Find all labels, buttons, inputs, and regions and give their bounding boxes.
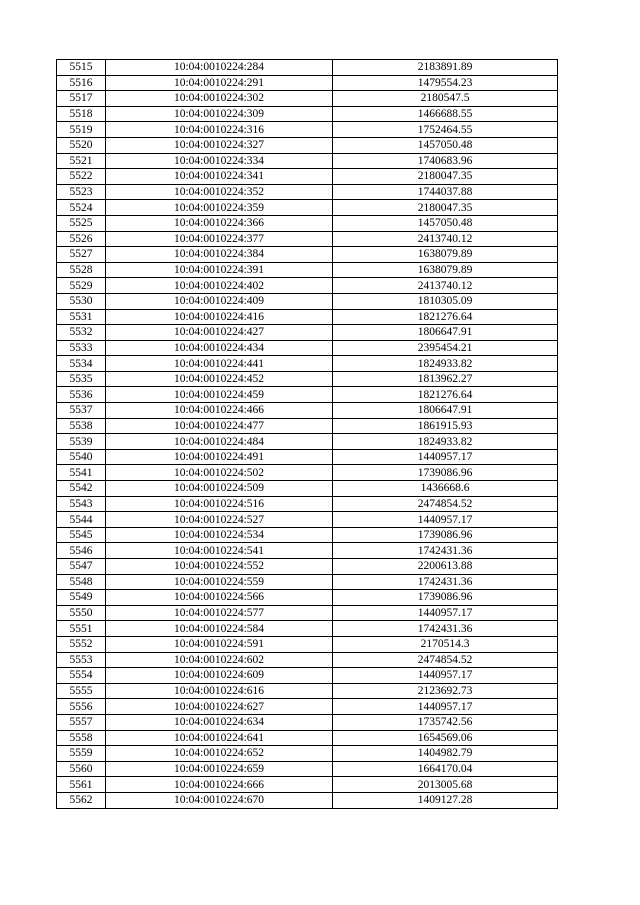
value-cell: 1479554.23 <box>333 75 558 91</box>
cadastral-number-cell: 10:04:0010224:434 <box>106 340 333 356</box>
table-row <box>57 356 558 372</box>
value-cell: 1740683.96 <box>333 153 558 169</box>
row-number-cell: 5559 <box>57 746 106 762</box>
row-number-cell: 5561 <box>57 777 106 793</box>
cadastral-number-cell: 10:04:0010224:366 <box>106 215 333 231</box>
row-number-cell: 5551 <box>57 621 106 637</box>
cadastral-number-cell: 10:04:0010224:484 <box>106 434 333 450</box>
table-row <box>57 153 558 169</box>
table-row <box>57 184 558 200</box>
value-cell: 1457050.48 <box>333 137 558 153</box>
table-row <box>57 621 558 637</box>
table-row <box>57 730 558 746</box>
cadastral-number-cell: 10:04:0010224:427 <box>106 325 333 341</box>
value-cell: 1457050.48 <box>333 215 558 231</box>
value-cell: 2180547.5 <box>333 91 558 107</box>
value-cell: 2123692.73 <box>333 683 558 699</box>
cadastral-number-cell: 10:04:0010224:409 <box>106 293 333 309</box>
table-row <box>57 590 558 606</box>
value-cell: 1742431.36 <box>333 574 558 590</box>
row-number-cell: 5533 <box>57 340 106 356</box>
row-number-cell: 5539 <box>57 434 106 450</box>
cadastral-number-cell: 10:04:0010224:516 <box>106 496 333 512</box>
value-cell: 1440957.17 <box>333 605 558 621</box>
cadastral-number-cell: 10:04:0010224:670 <box>106 792 333 808</box>
row-number-cell: 5521 <box>57 153 106 169</box>
table-row <box>57 605 558 621</box>
cadastral-number-cell: 10:04:0010224:509 <box>106 481 333 497</box>
table-row <box>57 231 558 247</box>
cadastral-number-cell: 10:04:0010224:341 <box>106 169 333 185</box>
value-cell: 1810305.09 <box>333 293 558 309</box>
row-number-cell: 5541 <box>57 465 106 481</box>
value-cell: 2013005.68 <box>333 777 558 793</box>
value-cell: 1821276.64 <box>333 309 558 325</box>
table-row <box>57 559 558 575</box>
value-cell: 2170514.3 <box>333 636 558 652</box>
table-row <box>57 340 558 356</box>
cadastral-number-cell: 10:04:0010224:527 <box>106 512 333 528</box>
cadastral-number-cell: 10:04:0010224:534 <box>106 527 333 543</box>
table-row <box>57 293 558 309</box>
table-row <box>57 75 558 91</box>
table-row <box>57 418 558 434</box>
value-cell: 2474854.52 <box>333 652 558 668</box>
row-number-cell: 5544 <box>57 512 106 528</box>
row-number-cell: 5516 <box>57 75 106 91</box>
value-cell: 1824933.82 <box>333 434 558 450</box>
row-number-cell: 5535 <box>57 371 106 387</box>
cadastral-number-cell: 10:04:0010224:602 <box>106 652 333 668</box>
row-number-cell: 5517 <box>57 91 106 107</box>
table-row <box>57 512 558 528</box>
table-row <box>57 262 558 278</box>
cadastral-number-cell: 10:04:0010224:352 <box>106 184 333 200</box>
cadastral-number-cell: 10:04:0010224:566 <box>106 590 333 606</box>
cadastral-number-cell: 10:04:0010224:284 <box>106 60 333 76</box>
cadastral-number-cell: 10:04:0010224:334 <box>106 153 333 169</box>
table-row <box>57 91 558 107</box>
row-number-cell: 5527 <box>57 247 106 263</box>
row-number-cell: 5529 <box>57 278 106 294</box>
value-cell: 2200613.88 <box>333 559 558 575</box>
value-cell: 1638079.89 <box>333 247 558 263</box>
table-row <box>57 403 558 419</box>
cadastral-number-cell: 10:04:0010224:359 <box>106 200 333 216</box>
cadastral-number-cell: 10:04:0010224:309 <box>106 106 333 122</box>
value-cell: 1404982.79 <box>333 746 558 762</box>
row-number-cell: 5538 <box>57 418 106 434</box>
row-number-cell: 5524 <box>57 200 106 216</box>
table-row <box>57 746 558 762</box>
cadastral-number-cell: 10:04:0010224:466 <box>106 403 333 419</box>
cadastral-number-cell: 10:04:0010224:641 <box>106 730 333 746</box>
table-row <box>57 761 558 777</box>
table-row <box>57 496 558 512</box>
table-row <box>57 481 558 497</box>
row-number-cell: 5554 <box>57 668 106 684</box>
row-number-cell: 5552 <box>57 636 106 652</box>
cadastral-number-cell: 10:04:0010224:559 <box>106 574 333 590</box>
cadastral-number-cell: 10:04:0010224:652 <box>106 746 333 762</box>
cadastral-number-cell: 10:04:0010224:327 <box>106 137 333 153</box>
value-cell: 1654569.06 <box>333 730 558 746</box>
cadastral-number-cell: 10:04:0010224:459 <box>106 387 333 403</box>
value-cell: 1440957.17 <box>333 668 558 684</box>
table-row <box>57 527 558 543</box>
row-number-cell: 5549 <box>57 590 106 606</box>
value-cell: 1824933.82 <box>333 356 558 372</box>
table-row <box>57 668 558 684</box>
cadastral-number-cell: 10:04:0010224:634 <box>106 714 333 730</box>
table-row <box>57 200 558 216</box>
cadastral-number-cell: 10:04:0010224:316 <box>106 122 333 138</box>
table-row <box>57 106 558 122</box>
value-cell: 1752464.55 <box>333 122 558 138</box>
row-number-cell: 5515 <box>57 60 106 76</box>
value-cell: 1739086.96 <box>333 465 558 481</box>
row-number-cell: 5522 <box>57 169 106 185</box>
value-cell: 1739086.96 <box>333 527 558 543</box>
cadastral-number-cell: 10:04:0010224:577 <box>106 605 333 621</box>
table-row <box>57 777 558 793</box>
table-row <box>57 543 558 559</box>
row-number-cell: 5530 <box>57 293 106 309</box>
value-cell: 1739086.96 <box>333 590 558 606</box>
table-row <box>57 137 558 153</box>
value-cell: 1436668.6 <box>333 481 558 497</box>
cadastral-number-cell: 10:04:0010224:384 <box>106 247 333 263</box>
row-number-cell: 5532 <box>57 325 106 341</box>
cadastral-number-cell: 10:04:0010224:591 <box>106 636 333 652</box>
value-cell: 1735742.56 <box>333 714 558 730</box>
value-cell: 2395454.21 <box>333 340 558 356</box>
cadastral-number-cell: 10:04:0010224:291 <box>106 75 333 91</box>
value-cell: 1742431.36 <box>333 621 558 637</box>
value-cell: 1806647.91 <box>333 403 558 419</box>
row-number-cell: 5531 <box>57 309 106 325</box>
cadastral-number-cell: 10:04:0010224:552 <box>106 559 333 575</box>
table-row <box>57 325 558 341</box>
row-number-cell: 5548 <box>57 574 106 590</box>
row-number-cell: 5557 <box>57 714 106 730</box>
cadastral-number-cell: 10:04:0010224:391 <box>106 262 333 278</box>
row-number-cell: 5525 <box>57 215 106 231</box>
cadastral-number-cell: 10:04:0010224:541 <box>106 543 333 559</box>
cadastral-number-cell: 10:04:0010224:616 <box>106 683 333 699</box>
table-row <box>57 60 558 76</box>
row-number-cell: 5560 <box>57 761 106 777</box>
cadastral-number-cell: 10:04:0010224:302 <box>106 91 333 107</box>
row-number-cell: 5519 <box>57 122 106 138</box>
cadastral-number-cell: 10:04:0010224:416 <box>106 309 333 325</box>
value-cell: 2413740.12 <box>333 231 558 247</box>
value-cell: 1466688.55 <box>333 106 558 122</box>
row-number-cell: 5553 <box>57 652 106 668</box>
table-row <box>57 387 558 403</box>
cadastral-number-cell: 10:04:0010224:627 <box>106 699 333 715</box>
cadastral-number-cell: 10:04:0010224:441 <box>106 356 333 372</box>
row-number-cell: 5528 <box>57 262 106 278</box>
cadastral-number-cell: 10:04:0010224:502 <box>106 465 333 481</box>
table-row <box>57 465 558 481</box>
value-cell: 1638079.89 <box>333 262 558 278</box>
table-row <box>57 792 558 808</box>
table-row <box>57 652 558 668</box>
cadastral-value-table <box>56 59 558 809</box>
value-cell: 2474854.52 <box>333 496 558 512</box>
row-number-cell: 5534 <box>57 356 106 372</box>
value-cell: 2413740.12 <box>333 278 558 294</box>
cadastral-number-cell: 10:04:0010224:584 <box>106 621 333 637</box>
table-row <box>57 574 558 590</box>
row-number-cell: 5520 <box>57 137 106 153</box>
row-number-cell: 5540 <box>57 449 106 465</box>
table-row <box>57 699 558 715</box>
row-number-cell: 5547 <box>57 559 106 575</box>
row-number-cell: 5558 <box>57 730 106 746</box>
row-number-cell: 5536 <box>57 387 106 403</box>
table-row <box>57 215 558 231</box>
row-number-cell: 5546 <box>57 543 106 559</box>
table-row <box>57 434 558 450</box>
row-number-cell: 5526 <box>57 231 106 247</box>
cadastral-number-cell: 10:04:0010224:666 <box>106 777 333 793</box>
value-cell: 1742431.36 <box>333 543 558 559</box>
cadastral-number-cell: 10:04:0010224:609 <box>106 668 333 684</box>
row-number-cell: 5542 <box>57 481 106 497</box>
value-cell: 2183891.89 <box>333 60 558 76</box>
row-number-cell: 5518 <box>57 106 106 122</box>
table-row <box>57 247 558 263</box>
row-number-cell: 5555 <box>57 683 106 699</box>
table-row <box>57 278 558 294</box>
cadastral-number-cell: 10:04:0010224:452 <box>106 371 333 387</box>
value-cell: 1440957.17 <box>333 449 558 465</box>
table-row <box>57 371 558 387</box>
table-row <box>57 449 558 465</box>
cadastral-number-cell: 10:04:0010224:402 <box>106 278 333 294</box>
cadastral-number-cell: 10:04:0010224:659 <box>106 761 333 777</box>
value-cell: 1821276.64 <box>333 387 558 403</box>
value-cell: 1813962.27 <box>333 371 558 387</box>
row-number-cell: 5550 <box>57 605 106 621</box>
value-cell: 1806647.91 <box>333 325 558 341</box>
row-number-cell: 5523 <box>57 184 106 200</box>
row-number-cell: 5556 <box>57 699 106 715</box>
table-row <box>57 309 558 325</box>
table-row <box>57 714 558 730</box>
row-number-cell: 5537 <box>57 403 106 419</box>
value-cell: 1440957.17 <box>333 699 558 715</box>
value-cell: 1861915.93 <box>333 418 558 434</box>
value-cell: 1744037.88 <box>333 184 558 200</box>
table-row <box>57 636 558 652</box>
value-cell: 2180047.35 <box>333 169 558 185</box>
cadastral-number-cell: 10:04:0010224:377 <box>106 231 333 247</box>
row-number-cell: 5545 <box>57 527 106 543</box>
row-number-cell: 5562 <box>57 792 106 808</box>
cadastral-number-cell: 10:04:0010224:477 <box>106 418 333 434</box>
value-cell: 2180047.35 <box>333 200 558 216</box>
table-body <box>57 60 558 809</box>
cadastral-number-cell: 10:04:0010224:491 <box>106 449 333 465</box>
value-cell: 1409127.28 <box>333 792 558 808</box>
table-row <box>57 169 558 185</box>
value-cell: 1440957.17 <box>333 512 558 528</box>
value-cell: 1664170.04 <box>333 761 558 777</box>
row-number-cell: 5543 <box>57 496 106 512</box>
table-row <box>57 683 558 699</box>
table-row <box>57 122 558 138</box>
